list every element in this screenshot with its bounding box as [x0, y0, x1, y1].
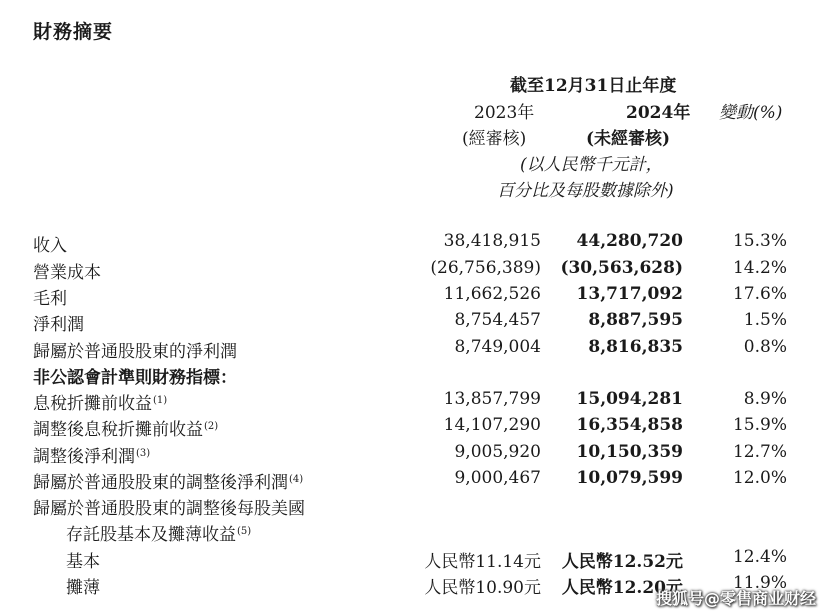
change-percent: 17.6%: [732, 284, 787, 304]
unit-note-line1: (以人民幣千元計，: [520, 155, 663, 175]
row-label: [66, 520, 251, 545]
footnote-marker: (4): [289, 474, 304, 485]
row-label-text: 非公認會計準則財務指標：: [33, 368, 237, 388]
change-percent: 12.7%: [732, 442, 787, 462]
value-2024: 15,094,281: [576, 389, 683, 409]
row-label: [33, 284, 67, 309]
value-2024: 16,354,858: [576, 415, 683, 435]
footnote-marker: (3): [136, 448, 151, 459]
value-2023: 人民幣11.14元: [424, 552, 541, 572]
period-header: 截至12月31日止年度: [510, 76, 677, 96]
row-label-text: 歸屬於普通股股東的調整後淨利潤: [33, 473, 288, 493]
change-percent: 1.5%: [743, 310, 787, 330]
value-2023: 14,107,290: [443, 415, 541, 435]
value-2024: 人民幣12.52元: [561, 552, 683, 572]
value-2024: 10,079,599: [576, 468, 683, 488]
value-2023: 人民幣10.90元: [424, 578, 541, 598]
row-label-text: 歸屬於普通股股東的淨利潤: [33, 342, 237, 362]
change-percent: 8.9%: [743, 389, 787, 409]
value-2023: 8,754,457: [454, 310, 541, 330]
row-label: [33, 337, 237, 362]
row-label: [33, 389, 167, 414]
value-2023: 8,749,004: [454, 337, 541, 357]
row-label: [33, 468, 303, 493]
row-label-text: 營業成本: [33, 263, 101, 283]
change-percent: 11.9%: [732, 573, 787, 593]
change-percent: 15.3%: [732, 231, 787, 251]
row-label-text: 歸屬於普通股股東的調整後每股美國: [33, 499, 305, 519]
row-label-text: 調整後息稅折攤前收益: [33, 420, 203, 440]
unaudited-2024-note: (未經審核): [586, 129, 671, 149]
row-label-text: 存託股基本及攤薄收益: [66, 525, 236, 545]
value-2024: 10,150,359: [576, 442, 683, 462]
value-2023: (26,756,389): [430, 258, 541, 278]
value-2023: 9,005,920: [454, 442, 541, 462]
value-2024: 8,816,835: [588, 337, 683, 357]
year-2023-header: 2023年: [474, 103, 535, 123]
row-label-text: 攤薄: [66, 578, 100, 598]
value-2023: 13,857,799: [443, 389, 541, 409]
row-label: [33, 231, 67, 256]
change-percent: 12.0%: [732, 468, 787, 488]
row-label: [33, 363, 237, 388]
value-2024: 13,717,092: [576, 284, 683, 304]
value-2024: 44,280,720: [576, 231, 683, 251]
value-2024: 8,887,595: [588, 310, 683, 330]
footnote-marker: (2): [204, 421, 219, 432]
footnote-marker: (5): [237, 526, 252, 537]
row-label: [33, 310, 84, 335]
value-2023: 38,418,915: [443, 231, 541, 251]
change-header: 變動(%): [719, 103, 783, 123]
row-label-text: 基本: [66, 552, 100, 572]
change-percent: 15.9%: [732, 415, 787, 435]
change-percent: 14.2%: [732, 258, 787, 278]
row-label: [33, 494, 305, 519]
row-label: [66, 573, 100, 598]
value-2023: 9,000,467: [454, 468, 541, 488]
row-label-text: 收入: [33, 236, 67, 256]
page-title: 財務摘要: [33, 21, 114, 43]
row-label-text: 息稅折攤前收益: [33, 394, 152, 414]
row-label-text: 調整後淨利潤: [33, 447, 135, 467]
row-label-text: 毛利: [33, 289, 67, 309]
unit-note-line2: 百分比及每股數據除外): [497, 181, 674, 201]
change-percent: 12.4%: [732, 547, 787, 567]
watermark: 搜狐号@零售商业财经: [655, 589, 816, 608]
value-2023: 11,662,526: [443, 284, 541, 304]
row-label: [33, 442, 150, 467]
year-2024-header: 2024年: [626, 103, 691, 123]
row-label: [33, 415, 218, 440]
row-label: [33, 258, 101, 283]
audited-2023-note: (經審核): [462, 129, 527, 149]
value-2024: (30,563,628): [560, 258, 683, 278]
value-2024: 人民幣12.20元: [561, 578, 683, 598]
change-percent: 0.8%: [743, 337, 787, 357]
row-label: [66, 547, 100, 572]
footnote-marker: (1): [153, 395, 168, 406]
row-label-text: 淨利潤: [33, 315, 84, 335]
